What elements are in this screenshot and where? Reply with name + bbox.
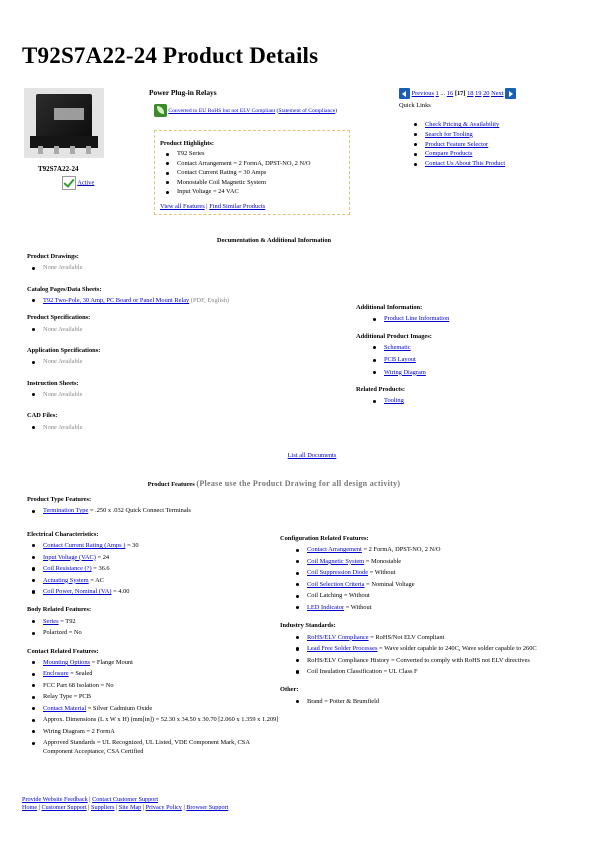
application-specs-heading: Application Specifications:: [27, 346, 101, 354]
statement-of-compliance-link[interactable]: Statement of Compliance: [278, 107, 336, 114]
feature-item: Coil Magnetic System = Monostable: [291, 558, 548, 566]
contact-heading: Contact Related Features:: [27, 647, 99, 655]
feature-link[interactable]: Mounting Options: [43, 658, 91, 666]
highlights-box: [154, 130, 350, 215]
part-number: T92S7A22-24: [38, 165, 79, 173]
documentation-right: [356, 304, 586, 409]
rohs-block: Converted to EU RoHS but not ELV Compliant (Statement of Compliance): [154, 104, 337, 117]
feature-link[interactable]: Coil Magnetic System: [307, 557, 365, 565]
page-link-19[interactable]: 19: [475, 89, 482, 97]
quick-link-feature-selector[interactable]: Product Feature Selector: [425, 140, 489, 148]
footer: Provide Website Feedback | Contact Customer Support Home | Customer Support | Suppliers | Site Map | Privacy Policy | Browser Support: [22, 796, 229, 812]
feature-link[interactable]: Coil Selection Criteria: [307, 580, 365, 588]
status-link[interactable]: Active: [77, 179, 95, 187]
page-title: T92S7A22-24 Product Details: [22, 43, 319, 68]
schematic-link[interactable]: Schematic: [384, 343, 411, 351]
quick-links-title: Quick Links: [399, 102, 431, 109]
feature-link[interactable]: Coil Suppression Diode: [307, 569, 369, 577]
body-heading: Body Related Features:: [27, 606, 92, 614]
features-title: Product Features: [147, 481, 195, 488]
feature-item: Polarized = No: [27, 629, 285, 637]
current-page: [17]: [454, 89, 466, 97]
none-available: None Available: [27, 358, 327, 366]
feature-link[interactable]: Input Voltage (VAC): [43, 553, 96, 561]
highlight-item: Monostable Coil Magnetic System: [161, 179, 344, 187]
none-available: None Available: [27, 264, 327, 272]
feature-item: Lead Free Solder Processes = Wave solder capable to 240C, Wave solder capable to 260C: [291, 645, 548, 653]
feature-item: Actuating System = AC: [27, 577, 285, 585]
previous-link[interactable]: Previous: [411, 89, 434, 97]
feature-item: Contact Current Rating (Amps ) = 30: [27, 542, 285, 550]
feature-item: FCC Part 68 Isolation = No: [27, 682, 285, 690]
feature-item: Relay Type = PCB: [27, 693, 285, 701]
feature-item: Coil Resistance (?) = 36.6: [27, 565, 285, 573]
related-products-heading: Related Products:: [356, 385, 406, 393]
footer-privacy-link[interactable]: Privacy Policy: [145, 804, 182, 812]
feature-item: Mounting Options = Flange Mount: [27, 659, 285, 667]
feature-link[interactable]: Coil Resistance (?): [43, 565, 92, 573]
catalog-datasheet-link[interactable]: T92 Two-Pole, 30 Amp, PC Board or Panel Mount Relay: [43, 296, 190, 304]
feature-item: Termination Type = .250 x .032 Quick Connect Terminals: [27, 507, 285, 515]
instruction-sheets-heading: Instruction Sheets:: [27, 379, 79, 387]
active-check-icon: [62, 176, 76, 190]
documentation-title: Documentation & Additional Information: [216, 237, 332, 244]
contact-support-link[interactable]: Contact Customer Support: [92, 796, 159, 803]
none-available: None Available: [27, 424, 327, 432]
feature-item: Coil Selection Criteria = Nominal Voltage: [291, 581, 548, 589]
feature-item: Coil Latching = Without: [291, 592, 548, 600]
feature-link[interactable]: Actuating System: [43, 576, 89, 584]
rohs-link[interactable]: Converted to EU RoHS but not ELV Compliant: [168, 107, 276, 114]
find-similar-products-link[interactable]: Find Similar Products: [209, 202, 266, 210]
features-header: [0, 479, 548, 489]
feature-links: View all Features | Find Similar Products: [160, 202, 266, 210]
quick-link-pricing[interactable]: Check Pricing & Availability: [425, 121, 500, 128]
list-all-documents: [0, 452, 602, 460]
feature-item: Coil Power, Nominal (VA) = 4.00: [27, 588, 285, 596]
catalog-format: (PDF, English): [190, 296, 230, 304]
catalog-heading: Catalog Pages/Data Sheets:: [27, 285, 102, 293]
product-type-heading: Product Type Features:: [27, 496, 92, 503]
footer-customer-support-link[interactable]: Customer Support: [41, 804, 87, 812]
feature-link[interactable]: Contact Current Rating (Amps ): [43, 541, 126, 549]
quick-link-contact[interactable]: Contact Us About This Product: [425, 160, 506, 168]
feature-item: Approx. Dimensions (L x W x H) (mm[in]) = 52.30 x 34.50 x 30.70 [2.060 x 1.359 x 1.209]: [27, 716, 285, 724]
industry-heading: Industry Standards:: [280, 622, 336, 630]
status: [62, 176, 94, 190]
pcb-layout-link[interactable]: PCB Layout: [384, 356, 416, 364]
quick-links-list: [409, 121, 589, 170]
product-drawings-heading: Product Drawings:: [27, 253, 79, 260]
features-note: (Please use the Product Drawing for all design activity): [196, 479, 401, 488]
view-all-features-link[interactable]: View all Features: [160, 202, 205, 210]
page-link-16[interactable]: 16: [446, 89, 454, 97]
feature-item: Brand = Potter & Brumfield: [291, 698, 548, 706]
electrical-heading: Electrical Characteristics:: [27, 530, 99, 538]
feature-item: Contact Material = Silver Cadmium Oxide: [27, 705, 285, 713]
previous-arrow-icon[interactable]: [399, 88, 410, 99]
highlights-title: Product Highlights:: [160, 140, 215, 147]
page-link-20[interactable]: 20: [483, 89, 490, 97]
pager: [399, 88, 516, 99]
product-specs-heading: Product Specifications:: [27, 314, 91, 322]
configuration-heading: Configuration Related Features:: [280, 535, 369, 542]
feature-link[interactable]: Coil Power, Nominal (VA): [43, 588, 112, 596]
feature-item: Coil Insulation Classification = UL Class F: [291, 668, 548, 676]
feature-item: Enclosure = Sealed: [27, 670, 285, 678]
quick-link-tooling[interactable]: Search for Tooling: [425, 130, 473, 138]
feature-item: RoHS/ELV Compliance History = Converted to comply with RoHS not ELV directives: [291, 657, 548, 665]
footer-site-map-link[interactable]: Site Map: [118, 804, 142, 812]
highlight-item: Input Voltage = 24 VAC: [161, 188, 344, 196]
feature-item: Input Voltage (VAC) = 24: [27, 554, 285, 562]
feature-item: RoHS/ELV Compliance = RoHS/Not ELV Compliant: [291, 634, 548, 642]
cad-files-heading: CAD Files:: [27, 412, 58, 420]
product-line-info-link[interactable]: Product Line Information: [384, 315, 450, 323]
feature-item: Wiring Diagram = 2 FormA: [27, 728, 285, 736]
feature-item: Series = T92: [27, 618, 285, 626]
footer-suppliers-link[interactable]: Suppliers: [91, 804, 115, 812]
documentation-left: [27, 253, 327, 435]
product-category: Power Plug-in Relays: [149, 88, 217, 97]
feature-link[interactable]: Enclosure: [43, 670, 69, 678]
additional-images-heading: Additional Product Images:: [356, 332, 432, 340]
footer-home-link[interactable]: Home: [22, 804, 38, 812]
features-left: [27, 496, 285, 759]
feature-link[interactable]: Series: [43, 617, 59, 625]
highlight-item: T92 Series: [161, 150, 344, 158]
feature-link[interactable]: Termination Type: [43, 507, 89, 515]
rohs-leaf-icon: [154, 104, 167, 117]
footer-browser-support-link[interactable]: Browser Support: [186, 804, 229, 812]
other-heading: Other:: [280, 686, 299, 694]
wiring-diagram-link[interactable]: Wiring Diagram: [384, 368, 426, 376]
feature-link[interactable]: RoHS/ELV Compliance: [307, 633, 369, 641]
pager-ellipsis: ...: [440, 89, 446, 97]
additional-info-heading: Additional Information:: [356, 304, 423, 311]
next-link[interactable]: Next: [491, 89, 504, 97]
next-arrow-icon[interactable]: [505, 88, 516, 99]
feedback-link[interactable]: Provide Website Feedback: [22, 796, 88, 803]
feature-link[interactable]: Contact Material: [43, 704, 87, 712]
quick-link-compare[interactable]: Compare Products: [425, 150, 473, 158]
none-available: None Available: [27, 326, 327, 334]
feature-link[interactable]: Lead Free Solder Processes: [307, 645, 378, 653]
product-image: [24, 88, 104, 158]
highlight-item: Contact Arrangement = 2 FormA, DPST-NO, 2 N/O: [161, 160, 344, 168]
tooling-link[interactable]: Tooling: [384, 397, 404, 405]
feature-item: LED Indicator = Without: [291, 604, 548, 612]
features-right: [280, 535, 548, 709]
page-link-18[interactable]: 18: [467, 89, 474, 97]
feature-item: Coil Suppression Diode = Without: [291, 569, 548, 577]
none-available: None Available: [27, 391, 327, 399]
feature-item: Approved Standards = UL Recognized, UL Listed, VDE Component Mark, CSA Component Acceptance, CSA Certified: [27, 739, 277, 756]
feature-item: Contact Arrangement = 2 FormA, DPST-NO, 2 N/O: [291, 546, 548, 554]
feature-link[interactable]: Contact Arrangement: [307, 546, 362, 554]
highlight-item: Contact Current Rating = 30 Amps: [161, 169, 344, 177]
list-all-documents-link[interactable]: List all Documents: [287, 452, 337, 459]
page-link-1[interactable]: 1: [435, 89, 439, 97]
feature-link[interactable]: LED Indicator: [307, 603, 345, 611]
